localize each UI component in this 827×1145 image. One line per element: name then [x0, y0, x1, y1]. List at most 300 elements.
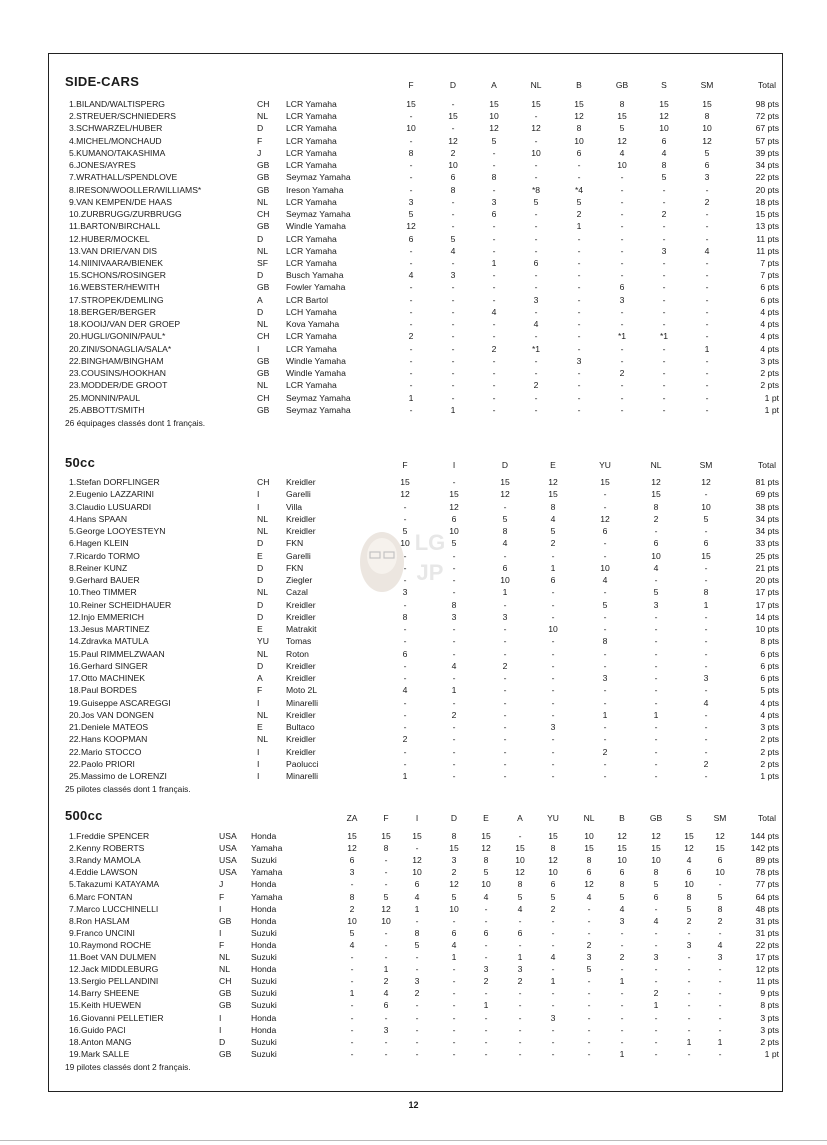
- race-score: 3: [414, 976, 420, 987]
- standings-row: [49, 842, 782, 854]
- race-score: 4: [349, 939, 355, 950]
- race-score: -: [551, 1048, 555, 1059]
- standings-row: [49, 135, 782, 147]
- race-score: 6: [451, 513, 457, 524]
- race-score: -: [705, 306, 709, 317]
- race-score: 6: [703, 538, 709, 549]
- race-score: -: [551, 611, 555, 622]
- race-score: -: [534, 160, 538, 171]
- race-score: *4: [574, 184, 584, 195]
- standings-row: [49, 184, 782, 196]
- total-points: 77 pts: [755, 879, 779, 890]
- race-score: -: [415, 843, 419, 854]
- race-score: -: [409, 184, 413, 195]
- total-points: 1 pts: [760, 771, 779, 781]
- nationality: CH: [257, 209, 270, 220]
- race-score: 1: [450, 404, 456, 415]
- race-score: -: [551, 939, 555, 950]
- race-score: -: [551, 1000, 555, 1011]
- standings-row: [49, 1012, 782, 1024]
- race-score: -: [687, 1012, 691, 1023]
- section-title: 500cc: [65, 808, 103, 823]
- race-score: -: [551, 709, 555, 720]
- race-score: 3: [653, 952, 659, 962]
- total-points: 1 pt: [764, 1048, 779, 1059]
- rider-name: 3.SCHWARZEL/HUBER: [69, 123, 163, 134]
- machine: Minarelli: [286, 771, 318, 781]
- race-score: -: [492, 331, 496, 342]
- race-score: -: [415, 1048, 419, 1059]
- race-score: -: [662, 221, 666, 232]
- race-score: -: [409, 111, 413, 122]
- race-score: -: [654, 575, 658, 585]
- race-score: -: [492, 368, 496, 379]
- machine: LCR Yamaha: [286, 99, 337, 109]
- page-number: 12: [408, 1100, 419, 1110]
- race-score: -: [718, 1000, 722, 1011]
- race-score: 5: [502, 513, 508, 524]
- nationality: GB: [257, 172, 270, 183]
- race-score: -: [551, 636, 555, 647]
- race-score: -: [534, 221, 538, 232]
- machine: Seymaz Yamaha: [286, 209, 351, 220]
- race-score: 4: [451, 660, 457, 671]
- race-score: 12: [500, 489, 510, 500]
- race-score: 12: [659, 111, 669, 122]
- race-score: -: [705, 221, 709, 232]
- standings-row: [49, 903, 782, 915]
- race-score: -: [577, 172, 581, 183]
- race-score: -: [551, 771, 555, 781]
- standings-row: [49, 684, 782, 696]
- race-score: -: [654, 1048, 658, 1059]
- race-score: -: [503, 648, 507, 659]
- column-header: NL: [530, 80, 542, 90]
- standings-row: [49, 878, 782, 890]
- race-score: -: [384, 927, 388, 938]
- race-score: 4: [491, 306, 497, 317]
- race-score: -: [518, 1048, 522, 1059]
- race-score: -: [577, 245, 581, 256]
- race-score: -: [551, 988, 555, 999]
- rider-name: 5.George LOOYESTEYN: [69, 526, 166, 536]
- race-score: 5: [349, 927, 355, 938]
- nationality: I: [257, 746, 260, 757]
- race-score: -: [587, 1012, 591, 1023]
- race-score: 15: [489, 99, 499, 109]
- standings-row: [49, 281, 782, 293]
- race-score: -: [705, 257, 709, 268]
- race-score: 12: [381, 903, 391, 914]
- race-score: 3: [451, 855, 457, 866]
- machine: LCR Yamaha: [286, 147, 337, 158]
- race-score: -: [534, 209, 538, 220]
- race-score: -: [518, 1012, 522, 1023]
- race-score: -: [718, 927, 722, 938]
- standings-row: [49, 830, 782, 842]
- standings-row: [49, 927, 782, 939]
- race-score: 1: [483, 1000, 489, 1011]
- nationality: NL: [257, 196, 268, 207]
- race-score: 5: [451, 891, 457, 902]
- race-score: -: [518, 939, 522, 950]
- race-score: 6: [704, 160, 710, 171]
- race-score: 5: [717, 891, 723, 902]
- nationality: CH: [219, 976, 232, 987]
- race-score: -: [551, 1024, 555, 1035]
- race-score: 12: [548, 477, 558, 487]
- total-points: 6 pts: [760, 660, 779, 671]
- race-score: -: [452, 562, 456, 573]
- machine: Ireson Yamaha: [286, 184, 344, 195]
- rider-name: 14.NIINIVAARA/BIENEK: [69, 257, 163, 268]
- rider-name: 1.Freddie SPENCER: [69, 831, 150, 841]
- nationality: D: [257, 306, 264, 317]
- rider-name: 12.Injo EMMERICH: [69, 611, 144, 622]
- race-score: -: [704, 685, 708, 696]
- race-score: 2: [483, 976, 489, 987]
- nationality: F: [257, 135, 263, 146]
- rider-name: 15.Paul RIMMELZWAAN: [69, 648, 165, 659]
- machine: LCR Yamaha: [286, 111, 337, 122]
- nationality: J: [219, 879, 224, 890]
- machine: Paolucci: [286, 758, 319, 769]
- race-score: 10: [347, 915, 357, 926]
- rider-name: 13.Sergio PELLANDINI: [69, 976, 159, 987]
- standings-row: [49, 623, 782, 635]
- race-score: -: [654, 1024, 658, 1035]
- race-score: 1: [517, 952, 523, 962]
- race-score: -: [452, 648, 456, 659]
- race-score: 5: [576, 196, 582, 207]
- race-score: -: [452, 624, 456, 634]
- race-score: -: [492, 380, 496, 391]
- nationality: GB: [257, 355, 270, 366]
- race-score: 1: [451, 685, 457, 696]
- race-score: -: [551, 758, 555, 769]
- machine: LCR Yamaha: [286, 257, 337, 268]
- nationality: I: [219, 927, 222, 938]
- total-points: 22 pts: [755, 172, 779, 183]
- race-score: -: [551, 697, 555, 708]
- race-score: 4: [408, 270, 414, 281]
- race-score: -: [415, 1036, 419, 1047]
- race-score: 3: [450, 270, 456, 281]
- race-score: 8: [408, 147, 414, 158]
- total-points: 2 pts: [760, 746, 779, 757]
- race-score: -: [577, 343, 581, 354]
- race-score: -: [662, 184, 666, 195]
- race-score: -: [518, 1000, 522, 1011]
- nationality: E: [257, 550, 263, 561]
- race-score: -: [654, 697, 658, 708]
- race-score: 2: [402, 734, 408, 745]
- total-points: 48 pts: [755, 903, 779, 914]
- race-score: -: [587, 927, 591, 938]
- standings-row: [49, 392, 782, 404]
- race-score: 2: [451, 709, 457, 720]
- race-score: 8: [349, 891, 355, 902]
- column-header: F: [408, 80, 414, 90]
- sidecars-section: [49, 70, 782, 450]
- total-points: 34 pts: [755, 513, 779, 524]
- race-score: -: [551, 746, 555, 757]
- race-score: 2: [408, 331, 414, 342]
- rider-name: 17.STROPEK/DEMLING: [69, 294, 164, 305]
- machine: LCR Yamaha: [286, 160, 337, 171]
- race-score: -: [577, 160, 581, 171]
- nationality: D: [257, 233, 264, 244]
- race-score: 12: [715, 831, 725, 841]
- race-score: 15: [381, 831, 391, 841]
- nationality: CH: [257, 477, 270, 487]
- race-score: -: [603, 758, 607, 769]
- total-points: 7 pts: [760, 257, 779, 268]
- race-score: -: [452, 1000, 456, 1011]
- race-score: 5: [533, 196, 539, 207]
- race-score: -: [452, 758, 456, 769]
- race-score: 8: [661, 160, 667, 171]
- total-points: 89 pts: [755, 855, 779, 866]
- machine: LCH Yamaha: [286, 306, 337, 317]
- rider-name: 5.KUMANO/TAKASHIMA: [69, 147, 166, 158]
- rider-name: 11.Boet VAN DULMEN: [69, 952, 157, 962]
- race-score: 5: [602, 599, 608, 610]
- race-score: 3: [491, 196, 497, 207]
- machine: LCR Yamaha: [286, 135, 337, 146]
- standings-row: [49, 245, 782, 257]
- race-score: -: [687, 952, 691, 962]
- total-points: 11 pts: [756, 245, 779, 256]
- rider-name: 16.Guido PACI: [69, 1024, 126, 1035]
- race-score: -: [718, 976, 722, 987]
- column-header: A: [517, 813, 523, 823]
- standings-row: [49, 294, 782, 306]
- standings-row: [49, 159, 782, 171]
- race-score: 3: [602, 673, 608, 683]
- race-score: 12: [584, 879, 594, 890]
- race-score: -: [350, 964, 354, 975]
- race-score: -: [534, 282, 538, 293]
- race-score: 10: [600, 562, 610, 573]
- race-score: -: [551, 964, 555, 975]
- race-score: 8: [517, 879, 523, 890]
- race-score: 10: [515, 855, 525, 866]
- race-score: -: [518, 1024, 522, 1035]
- race-score: -: [415, 915, 419, 926]
- machine: Suzuki: [251, 1036, 277, 1047]
- nationality: USA: [219, 867, 237, 878]
- race-score: -: [662, 319, 666, 330]
- nationality: F: [219, 891, 225, 902]
- race-score: 6: [619, 867, 625, 878]
- race-score: 5: [414, 939, 420, 950]
- race-score: -: [409, 282, 413, 293]
- watermark-photo-logo: [352, 520, 460, 606]
- race-score: -: [409, 245, 413, 256]
- race-score: 15: [481, 831, 491, 841]
- total-points: 3 pts: [760, 1024, 779, 1035]
- nationality: I: [219, 1012, 222, 1023]
- total-points: 4 pts: [760, 306, 779, 317]
- total-points: 21 pts: [755, 562, 779, 573]
- machine: Garelli: [286, 489, 311, 500]
- race-score: -: [687, 1024, 691, 1035]
- race-score: 4: [619, 147, 625, 158]
- race-score: 8: [491, 172, 497, 183]
- standings-row: [49, 951, 782, 963]
- machine: Busch Yamaha: [286, 270, 344, 281]
- race-score: 6: [349, 855, 355, 866]
- column-header: D: [449, 80, 457, 90]
- nationality: CH: [257, 99, 270, 109]
- column-header: E: [483, 813, 489, 823]
- machine: Honda: [251, 1012, 277, 1023]
- race-score: -: [620, 184, 624, 195]
- machine: Kreidler: [286, 734, 316, 745]
- race-score: 6: [502, 562, 508, 573]
- machine: Moto 2L: [286, 685, 318, 696]
- race-score: -: [415, 1000, 419, 1011]
- race-score: 5: [619, 891, 625, 902]
- race-score: 6: [408, 233, 414, 244]
- race-score: -: [654, 1036, 658, 1047]
- standings-row: [49, 171, 782, 183]
- race-score: 3: [533, 294, 539, 305]
- race-score: 3: [619, 915, 625, 926]
- machine: Suzuki: [251, 952, 277, 962]
- nationality: E: [257, 624, 263, 634]
- race-score: -: [409, 343, 413, 354]
- rider-name: 12.Jack MIDDLEBURG: [69, 964, 159, 975]
- race-score: 3: [383, 1024, 389, 1035]
- machine: Honda: [251, 964, 277, 975]
- race-score: 1: [550, 976, 556, 987]
- race-score: 1: [717, 1036, 723, 1047]
- race-score: 2: [450, 147, 456, 158]
- race-score: -: [704, 611, 708, 622]
- race-score: 2: [586, 939, 592, 950]
- section-title: 50cc: [65, 455, 96, 470]
- race-score: 5: [383, 891, 389, 902]
- race-score: 8: [703, 587, 709, 598]
- race-score: -: [551, 1036, 555, 1047]
- rider-name: 21.Deniele MATEOS: [69, 722, 149, 732]
- race-score: 12: [481, 843, 491, 854]
- race-score: 8: [717, 903, 723, 914]
- total-points: 69 pts: [755, 489, 779, 500]
- rider-name: 9.Gerhard BAUER: [69, 575, 140, 585]
- race-score: 5: [408, 209, 414, 220]
- total-points: 4 pts: [760, 697, 779, 708]
- standings-row: [49, 122, 782, 134]
- race-score: -: [403, 722, 407, 732]
- rider-name: 9.VAN KEMPEN/DE HAAS: [69, 196, 172, 207]
- race-score: 5: [653, 879, 659, 890]
- total-points: 31 pts: [755, 927, 779, 938]
- race-score: -: [603, 685, 607, 696]
- race-score: 5: [686, 903, 692, 914]
- machine: Kreidler: [286, 673, 316, 683]
- rider-name: 20.ZINI/SONAGLIA/SALA*: [69, 343, 172, 354]
- column-header: GB: [615, 80, 629, 90]
- column-header: GB: [649, 813, 663, 823]
- total-points: 9 pts: [760, 988, 779, 999]
- race-score: 8: [451, 599, 457, 610]
- machine: LCR Yamaha: [286, 196, 337, 207]
- race-score: 1: [576, 221, 582, 232]
- rider-name: 13.VAN DRIE/VAN DIS: [69, 245, 158, 256]
- race-score: -: [603, 611, 607, 622]
- race-score: 10: [702, 123, 712, 134]
- race-score: -: [350, 952, 354, 962]
- race-score: -: [403, 697, 407, 708]
- race-score: -: [577, 257, 581, 268]
- race-score: 8: [383, 843, 389, 854]
- race-score: -: [654, 964, 658, 975]
- race-score: -: [620, 209, 624, 220]
- rider-name: 14.Zdravka MATULA: [69, 636, 149, 647]
- nationality: I: [257, 489, 260, 500]
- race-score: 1: [619, 1048, 625, 1059]
- race-score: -: [654, 771, 658, 781]
- race-score: 8: [483, 855, 489, 866]
- race-score: 12: [548, 855, 558, 866]
- nationality: GB: [257, 404, 270, 415]
- race-score: -: [503, 685, 507, 696]
- race-score: -: [451, 294, 455, 305]
- total-points: 2 pts: [760, 734, 779, 745]
- machine: LCR Yamaha: [286, 123, 337, 134]
- race-score: 2: [619, 952, 625, 962]
- race-score: -: [704, 660, 708, 671]
- race-score: -: [620, 221, 624, 232]
- total-points: 81 pts: [755, 477, 779, 487]
- machine: LCR Bartol: [286, 294, 329, 305]
- race-score: 2: [686, 915, 692, 926]
- column-header: S: [661, 80, 667, 90]
- race-score: -: [492, 404, 496, 415]
- race-score: 1: [619, 976, 625, 987]
- race-score: -: [587, 988, 591, 999]
- rider-name: 8.IRESON/WOOLLER/WILLIAMS*: [69, 184, 202, 195]
- race-score: -: [503, 722, 507, 732]
- race-score: 12: [600, 513, 610, 524]
- column-header: E: [550, 460, 556, 470]
- race-score: 3: [408, 196, 414, 207]
- race-score: -: [620, 927, 624, 938]
- rider-name: 1.BILAND/WALTISPERG: [69, 99, 165, 109]
- race-score: -: [403, 550, 407, 561]
- race-score: -: [603, 538, 607, 549]
- nationality: D: [257, 599, 264, 610]
- race-score: -: [452, 673, 456, 683]
- race-score: -: [654, 611, 658, 622]
- race-score: -: [620, 245, 624, 256]
- rider-name: 10.ZURBRUGG/ZURBRUGG: [69, 209, 182, 220]
- race-score: -: [654, 903, 658, 914]
- nationality: F: [257, 685, 263, 696]
- race-score: -: [704, 489, 708, 500]
- race-score: 1: [502, 587, 508, 598]
- race-score: -: [603, 489, 607, 500]
- race-score: -: [620, 319, 624, 330]
- race-score: -: [704, 562, 708, 573]
- race-score: 15: [531, 99, 541, 109]
- rider-name: 23.COUSINS/HOOKHAN: [69, 368, 166, 379]
- race-score: -: [503, 624, 507, 634]
- standings-row: [49, 476, 782, 488]
